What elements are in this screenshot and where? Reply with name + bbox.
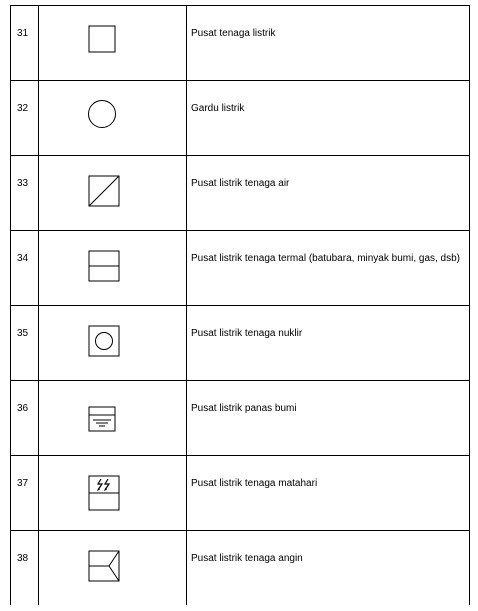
table-row <box>11 306 470 381</box>
row-number: 34 <box>11 231 39 306</box>
row-description: Pusat listrik tenaga angin <box>187 531 470 606</box>
row-description: Pusat listrik panas bumi <box>187 381 470 456</box>
table-row <box>11 456 470 531</box>
row-description: Pusat tenaga listrik <box>187 6 470 81</box>
row-number: 36 <box>11 381 39 456</box>
symbol-legend-table <box>10 5 470 605</box>
row-number: 37 <box>11 456 39 531</box>
row-description: Pusat listrik tenaga matahari <box>187 456 470 531</box>
square-diagonal-icon <box>87 174 121 208</box>
legend-sheet <box>10 5 469 611</box>
table-row <box>11 381 470 456</box>
row-description: Pusat listrik tenaga termal (batubara, minyak bumi, gas, dsb) <box>187 231 470 306</box>
row-description: Pusat listrik tenaga nuklir <box>187 306 470 381</box>
row-number: 32 <box>11 81 39 156</box>
table-row <box>11 531 470 606</box>
table-row <box>11 6 470 81</box>
table-row <box>11 81 470 156</box>
square-icon <box>87 24 117 54</box>
square-lightning-icon <box>87 474 121 512</box>
row-number: 35 <box>11 306 39 381</box>
row-description: Pusat listrik tenaga air <box>187 156 470 231</box>
table-row <box>11 231 470 306</box>
square-circle-icon <box>87 324 121 358</box>
row-description: Gardu listrik <box>187 81 470 156</box>
table-row <box>11 156 470 231</box>
row-number: 31 <box>11 6 39 81</box>
square-windmill-icon <box>87 549 121 583</box>
row-number: 33 <box>11 156 39 231</box>
circle-icon <box>87 99 117 129</box>
square-ground-icon <box>87 399 117 433</box>
row-number: 38 <box>11 531 39 606</box>
square-horizontal-split-icon <box>87 249 121 283</box>
